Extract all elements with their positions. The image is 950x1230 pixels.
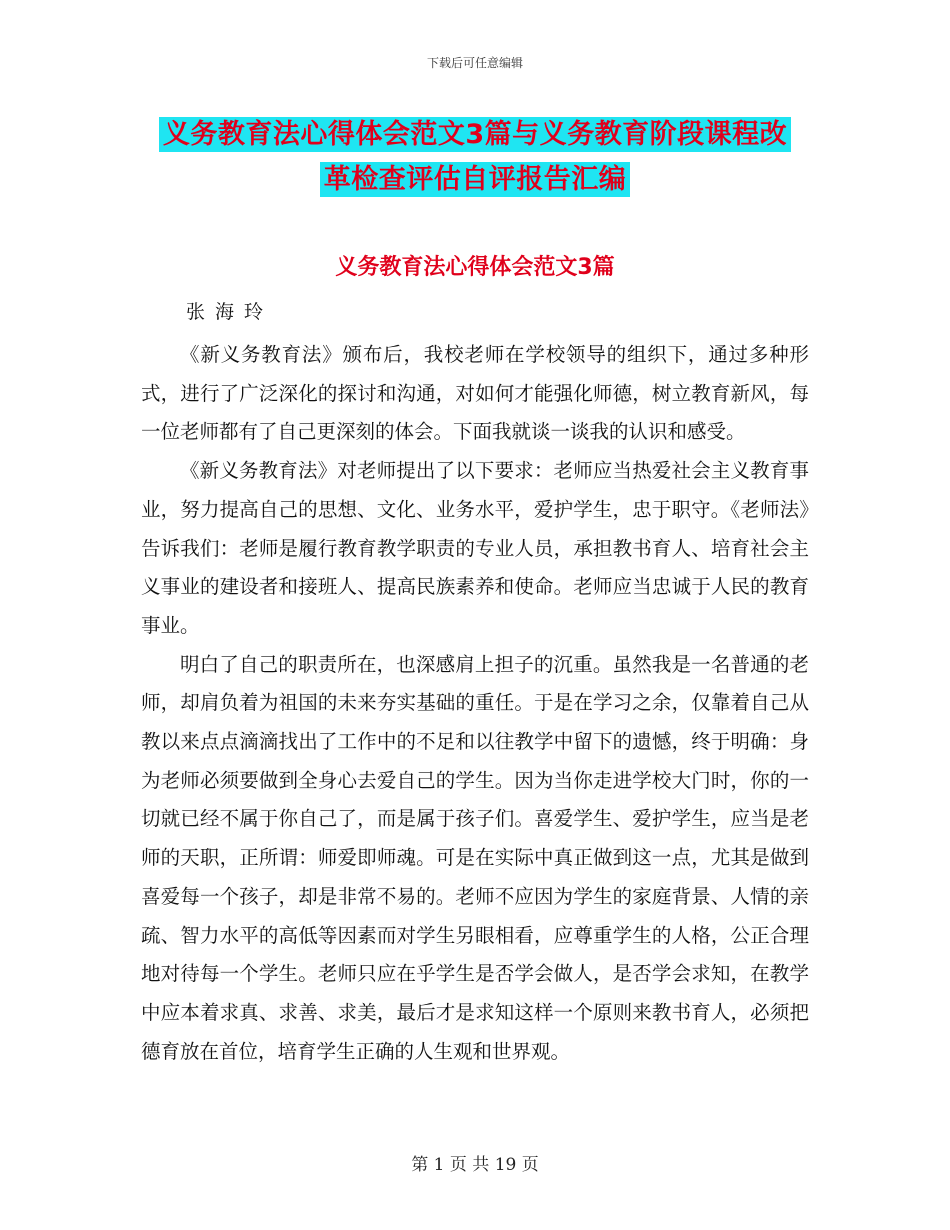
header-note: 下载后可任意编辑 — [426, 56, 523, 70]
main-title-line-1 — [0, 112, 950, 151]
section-title: 义务教育法心得体会范文3篇 — [335, 255, 615, 280]
document-body — [141, 336, 809, 1071]
author-name: 张海玲 — [186, 301, 274, 323]
main-title-line-1-text: 义务教育法心得体会范文3篇与义务教育阶段课程改 — [159, 117, 791, 152]
main-title-line-2-text: 革检查评估自评报告汇编 — [320, 162, 631, 197]
body-paragraph-3: 明白了自己的职责所在，也深感肩上担子的沉重。虽然我是一名普通的老师，却肩负着为祖国的未来夯实基础的重任。于是在学习之余，仅靠着自己从教以来点点滴滴找出了工作中的不足和以往教学中留下的遗憾，终于明确：身为老师必须要做到全身心去爱自己的学生。因为当你走进学校大门时，你的一切就已经不属于你自己了，而是属于孩子们。喜爱学生、爱护学生，应当是老师的天职，正所谓：师爱即师魂。可是在实际中真正做到这一点，尤其是做到喜爱每一个孩子，却是非常不易的。老师不应因为学生的家庭背景、人情的亲疏、智力水平的高低等因素而对学生另眼相看，应尊重学生的人格，公正合理地对待每一个学生。老师只应在乎学生是否学会做人，是否学会求知，在教学中应本着求真、求善、求美，最后才是求知这样一个原则来教书育人，必须把德育放在首位，培育学生正确的人生观和世界观。 — [141, 652, 809, 1063]
body-paragraph-2: 《新义务教育法》对老师提出了以下要求：老师应当热爱社会主义教育事业，努力提高自己的思想、文化、业务水平，爱护学生，忠于职守。《老师法》告诉我们：老师是履行教育教学职责的专业人员，承担教书育人、培育社会主义事业的建设者和接班人、提高民族素养和使命。老师应当忠诚于人民的教育事业。 — [141, 459, 809, 637]
page-number-footer: 第 1 页 共 19 页 — [411, 1155, 539, 1175]
main-title-line-2 — [0, 157, 950, 196]
body-paragraph-1: 《新义务教育法》颁布后，我校老师在学校领导的组织下，通过多种形式，进行了广泛深化的探讨和沟通，对如何才能强化师德，树立教育新风，每一位老师都有了自己更深刻的体会。下面我就谈一谈我的认识和感受。 — [141, 343, 809, 444]
